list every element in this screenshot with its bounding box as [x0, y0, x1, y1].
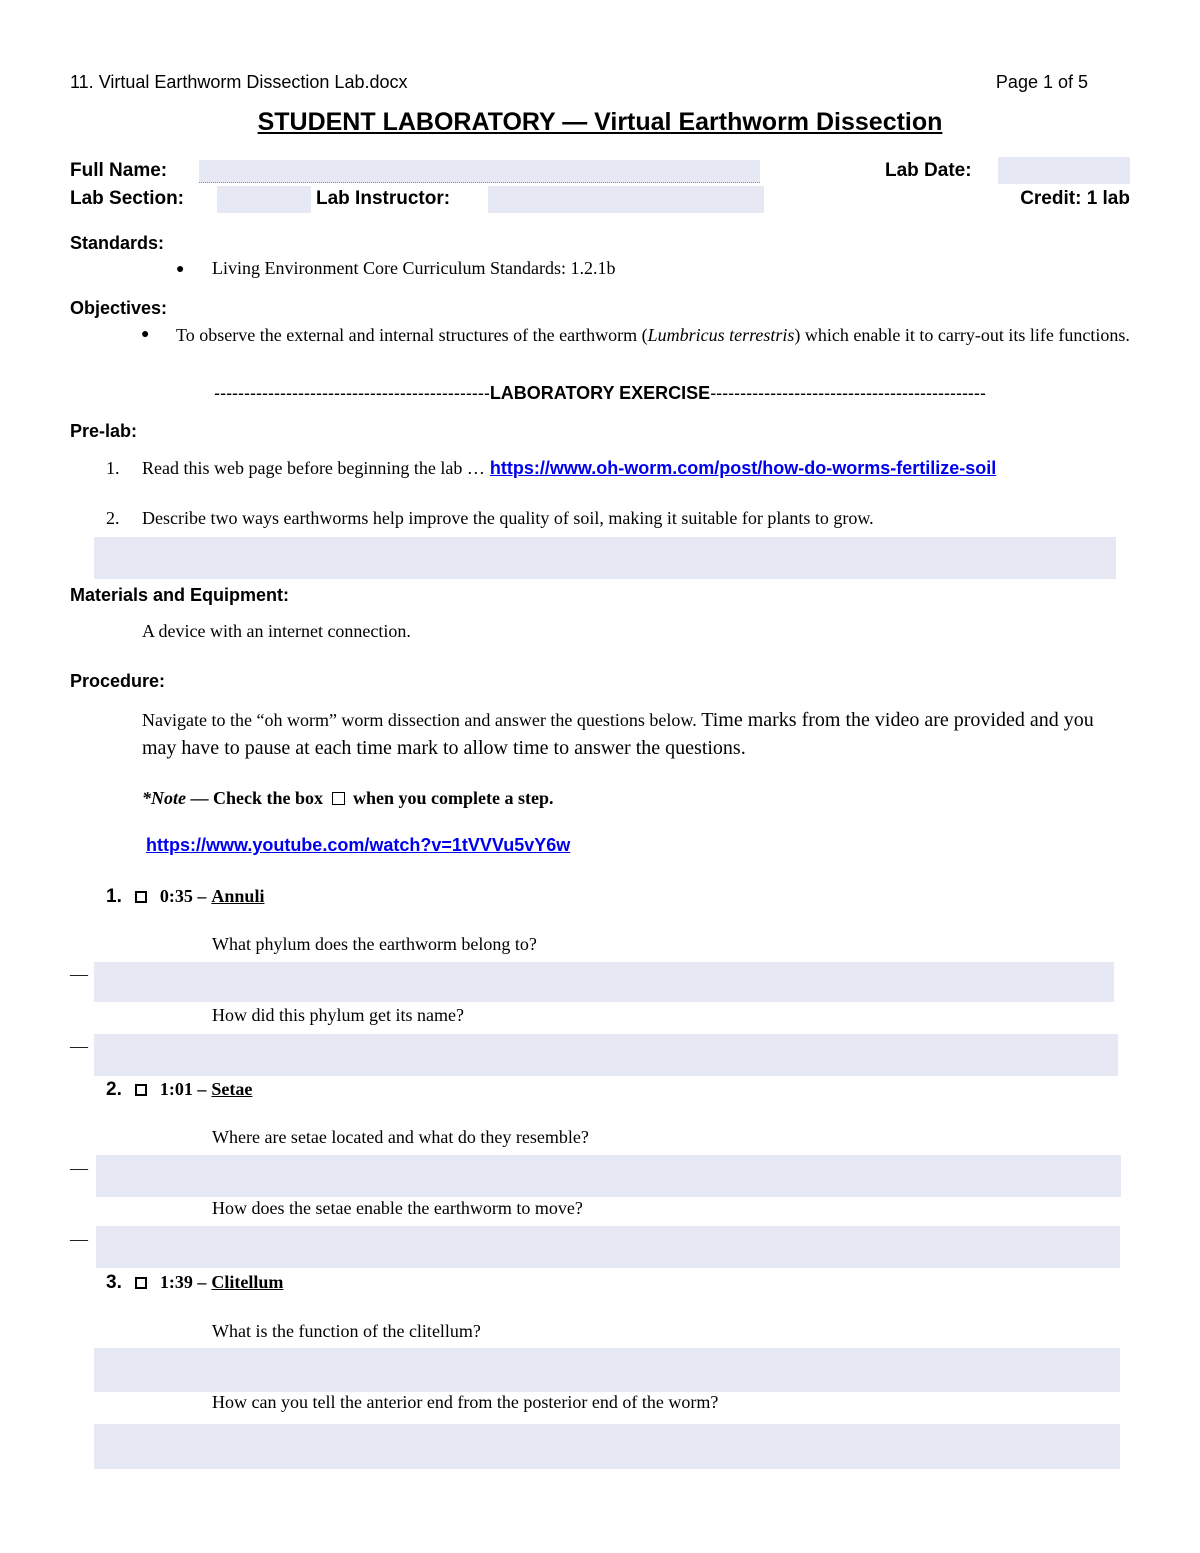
lab-instructor-field[interactable] [488, 186, 764, 213]
step-2-row [106, 1079, 252, 1101]
step-3-number: 3. [106, 1272, 122, 1293]
materials-heading: Materials and Equipment: [70, 585, 290, 605]
step-2-question-1: Where are setae located and what do they resemble? [212, 1127, 589, 1147]
procedure-note [142, 788, 554, 809]
divider-dashes-right: ---------------------------------------------- [710, 383, 986, 403]
procedure-text-a: Navigate to the “oh worm” worm dissection and answer the questions below. [142, 710, 697, 730]
prelab-web-link[interactable]: https://www.oh-worm.com/post/how-do-worms-fertilize-soil [489, 458, 997, 478]
step-2-checkbox[interactable] [135, 1084, 147, 1096]
step-2-time: 1:01 – [159, 1079, 207, 1099]
objectives-text [176, 323, 1136, 347]
credit-label: Credit: 1 lab [1020, 188, 1130, 209]
step-3-answer-2-field[interactable] [94, 1424, 1120, 1469]
bullet-icon: ● [176, 260, 185, 276]
divider-label: LABORATORY EXERCISE [489, 383, 711, 403]
step-3-checkbox[interactable] [135, 1277, 147, 1289]
objectives-text-end: ) which enable it to carry-out its life functions. [794, 325, 1130, 345]
step-1-time: 0:35 – [159, 886, 207, 906]
step-1-checkbox[interactable] [135, 891, 147, 903]
prelab-item-1-text: Read this web page before beginning the lab … [142, 458, 485, 478]
answer-dash: — [70, 1229, 88, 1249]
answer-dash: — [70, 1036, 88, 1056]
step-1-answer-1-field[interactable] [94, 962, 1114, 1002]
species-name: Lumbricus terrestris [647, 325, 795, 345]
step-3-question-2: How can you tell the anterior end from the posterior end of the worm? [212, 1392, 719, 1412]
lab-date-label: Lab Date: [885, 160, 972, 181]
note-label: *Note [142, 788, 186, 808]
step-2-question-2: How does the setae enable the earthworm to move? [212, 1198, 583, 1218]
step-3-question-1: What is the function of the clitellum? [212, 1321, 481, 1341]
lab-section-label: Lab Section: [70, 188, 185, 209]
step-3-time: 1:39 – [159, 1272, 207, 1292]
checkbox-icon [332, 792, 345, 805]
objectives-heading: Objectives: [70, 298, 168, 318]
prelab-item-2-text: Describe two ways earthworms help improve the quality of soil, making it suitable for plants to grow. [142, 508, 874, 528]
prelab-heading: Pre-lab: [70, 421, 138, 441]
procedure-text-b: Time marks from the video are provided and you may have to pause at each time mark to allow time to answer the questions. [142, 709, 1094, 759]
step-2-answer-1-field[interactable] [96, 1155, 1121, 1197]
answer-dash: — [70, 964, 88, 984]
step-1-answer-2-field[interactable] [94, 1034, 1118, 1076]
standards-item: Living Environment Core Curriculum Standards: 1.2.1b [212, 258, 616, 278]
prelab-answer-field[interactable] [94, 537, 1116, 579]
materials-text: A device with an internet connection. [142, 621, 411, 641]
note-text-a: — Check the box [186, 788, 328, 808]
lab-instructor-label: Lab Instructor: [316, 188, 451, 209]
video-link[interactable]: https://www.youtube.com/watch?v=1tVVVu5vY6w [146, 835, 571, 855]
full-name-field[interactable] [199, 160, 760, 183]
step-1-question-2: How did this phylum get its name? [212, 1005, 464, 1025]
document-filename: 11. Virtual Earthworm Dissection Lab.docx [70, 72, 408, 92]
answer-dash: — [70, 1158, 88, 1178]
bullet-icon: ● [141, 325, 150, 341]
page-title: STUDENT LABORATORY — Virtual Earthworm Dissection [257, 108, 943, 136]
step-1-question-1: What phylum does the earthworm belong to? [212, 934, 537, 954]
standards-heading: Standards: [70, 233, 165, 253]
step-3-row [106, 1272, 283, 1294]
objectives-text-start: To observe the external and internal structures of the earthworm ( [176, 325, 648, 345]
step-2-answer-2-field[interactable] [96, 1226, 1120, 1268]
procedure-text [142, 706, 1132, 762]
step-2-number: 2. [106, 1079, 122, 1100]
step-1-row [106, 886, 264, 908]
divider-dashes-left: ---------------------------------------------- [214, 383, 490, 403]
step-1-title: Annuli [211, 886, 265, 906]
step-1-number: 1. [106, 886, 122, 907]
step-3-answer-1-field[interactable] [94, 1348, 1120, 1392]
step-3-title: Clitellum [211, 1272, 284, 1292]
prelab-item-2-number: 2. [106, 508, 120, 528]
full-name-label: Full Name: [70, 160, 168, 181]
laboratory-exercise-divider [0, 383, 1200, 404]
lab-section-field[interactable] [217, 186, 311, 213]
prelab-item-1-number: 1. [106, 458, 120, 478]
procedure-heading: Procedure: [70, 671, 166, 691]
lab-date-field[interactable] [998, 157, 1130, 184]
page-number: Page 1 of 5 [995, 72, 1088, 92]
note-text-b: when you complete a step. [348, 788, 554, 808]
step-2-title: Setae [211, 1079, 253, 1099]
prelab-item-1 [142, 458, 996, 479]
